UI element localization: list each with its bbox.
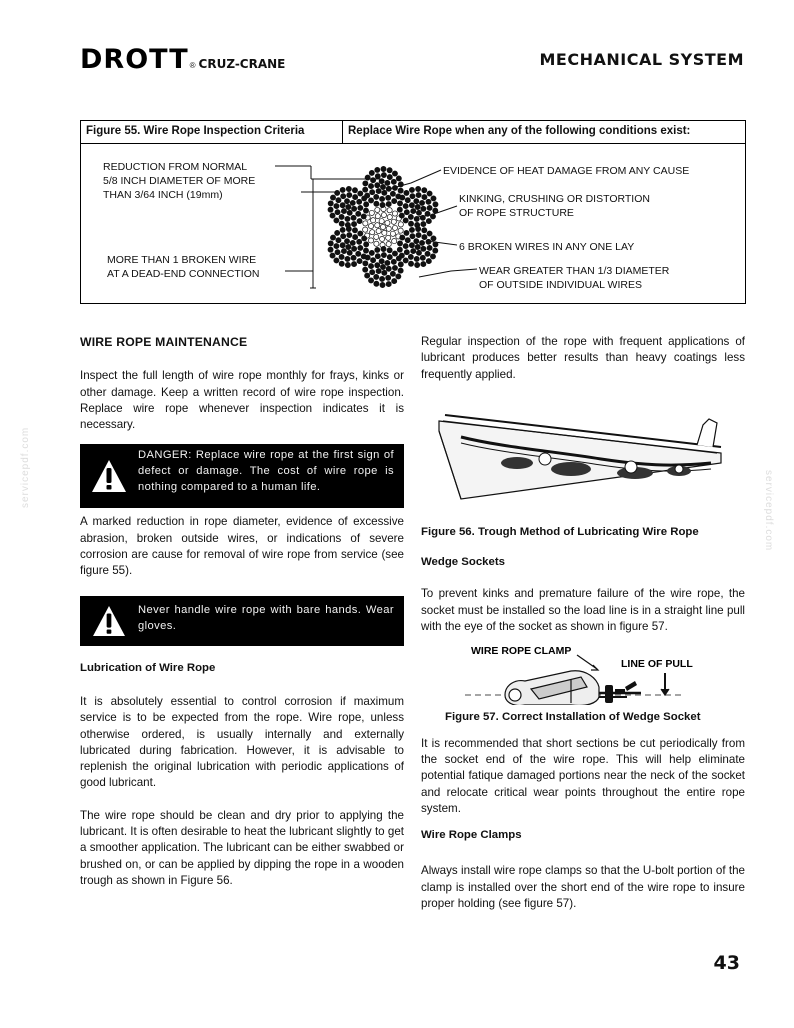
warning-triangle-icon <box>80 596 138 646</box>
paragraph-wedge-sockets: To prevent kinks and premature failure of the wire rope, the socket must be installed so the load line is in a straight line pull with the eye of the socket as shown in figure 57. <box>421 587 745 634</box>
wire-rope-cross-section-diagram <box>81 143 745 303</box>
rope-core-strand <box>363 206 404 247</box>
rope-strand <box>397 226 438 267</box>
brand-subtitle: CRUZ-CRANE <box>198 57 286 71</box>
label-line-of-pull: LINE OF PULL <box>621 658 693 671</box>
paragraph-lubricant: The wire rope should be clean and dry prior to applying the lubricant. It is often desirable to heat the lubricant slightly to get a smoother application. The lubricant can be either swabbed or brushed on, or can be applied by dipping the rope in a wooden trough as shown in Figure 56. <box>80 808 404 887</box>
section-title: MECHANICAL SYSTEM <box>539 50 744 69</box>
right-column <box>421 334 745 912</box>
watermark-right: servicepdf.com <box>763 470 774 552</box>
label-reduction-3: THAN 3/64 INCH (19mm) <box>103 189 223 201</box>
figure-56-trough-illustration <box>421 407 745 517</box>
rope-strand <box>328 186 369 227</box>
warning-triangle-icon <box>80 444 138 508</box>
label-reduction-2: 5/8 INCH DIAMETER OF MORE <box>103 175 256 187</box>
label-wear-2: OF OUTSIDE INDIVIDUAL WIRES <box>479 279 642 291</box>
paragraph-corrosion: It is absolutely essential to control corrosion if maximum service is to be expected from the rope. Wire rope, unless otherwise ordered, is usually internally and externally lubricated during fabrication. However, it is advisable to replenish the original lubrication with periodic applications of good lubricant. <box>80 694 404 790</box>
danger-text: DANGER: Replace wire rope at the first sign of defect or damage. The cost of wire rope is nothing compared to a human life. <box>138 449 394 494</box>
figure-55-caption: Figure 55. Wire Rope Inspection Criteria <box>81 121 343 143</box>
label-heat-damage: EVIDENCE OF HEAT DAMAGE FROM ANY CAUSE <box>443 165 690 177</box>
rope-strand <box>363 246 404 287</box>
paragraph-inspection: Inspect the full length of wire rope monthly for frays, kinks or other damage. Keep a written record of wire rope inspection. Replace wire rope whenever inspection indicates it is necessary. <box>80 369 404 432</box>
heading-lubrication: Lubrication of Wire Rope <box>80 661 216 674</box>
label-kinking-1: KINKING, CRUSHING OR DISTORTION <box>459 193 650 205</box>
registered-mark: ® <box>189 61 196 70</box>
paragraph-cut-sections: It is recommended that short sections be cut periodically from the socket end of the wire rope. This will help eliminate potential fatique damaged portions near the neck of the socket and relocate critical wear points throughout the entire rope system. <box>421 736 745 815</box>
figure-57-caption: Figure 57. Correct Installation of Wedge Socket <box>445 711 701 724</box>
paragraph-removal: A marked reduction in rope diameter, evidence of excessive abrasion, broken outside wires, or indications of severe corrosion are cause for removal of wire rope from service (see figure 55). <box>80 515 404 578</box>
brand-name: DROTT <box>80 44 189 75</box>
caution-box <box>80 596 404 646</box>
rope-strands <box>328 166 438 287</box>
heading-wire-rope-maintenance: WIRE ROPE MAINTENANCE <box>80 335 248 349</box>
figure-57-wedge-socket-illustration <box>421 641 745 705</box>
rope-strand <box>397 186 438 227</box>
rope-strand <box>363 166 404 207</box>
figure-56-caption: Figure 56. Trough Method of Lubricating Wire Rope <box>421 525 699 538</box>
brand-logo <box>80 44 285 75</box>
figure-55-box <box>80 120 746 304</box>
danger-box <box>80 444 404 508</box>
page-number: 43 <box>713 952 740 974</box>
label-kinking-2: OF ROPE STRUCTURE <box>459 207 574 219</box>
left-column <box>80 334 404 889</box>
paragraph-regular-inspection: Regular inspection of the rope with frequent applications of lubricant produces better results than heavy coatings less frequently applied. <box>421 335 745 381</box>
label-wear-1: WEAR GREATER THAN 1/3 DIAMETER <box>479 265 670 277</box>
label-reduction-1: REDUCTION FROM NORMAL <box>103 161 248 173</box>
figure-55-conditions-header: Replace Wire Rope when any of the following conditions exist: <box>348 125 691 137</box>
figure-55-header <box>81 121 745 144</box>
paragraph-clamps: Always install wire rope clamps so that the U-bolt portion of the clamp is installed over the short end of the wire rope to insure proper holding (see figure 57). <box>421 864 745 911</box>
heading-wire-rope-clamps: Wire Rope Clamps <box>421 829 522 842</box>
heading-wedge-sockets: Wedge Sockets <box>421 556 505 569</box>
caution-text: Never handle wire rope with bare hands. Wear gloves. <box>138 603 394 632</box>
label-wire-rope-clamp: WIRE ROPE CLAMP <box>471 645 572 658</box>
watermark-left: servicepdf.com <box>20 426 31 508</box>
rope-strand <box>328 226 369 267</box>
label-broken-wires: 6 BROKEN WIRES IN ANY ONE LAY <box>459 241 635 253</box>
label-deadend-2: AT A DEAD-END CONNECTION <box>107 268 260 280</box>
label-deadend-1: MORE THAN 1 BROKEN WIRE <box>107 254 257 266</box>
